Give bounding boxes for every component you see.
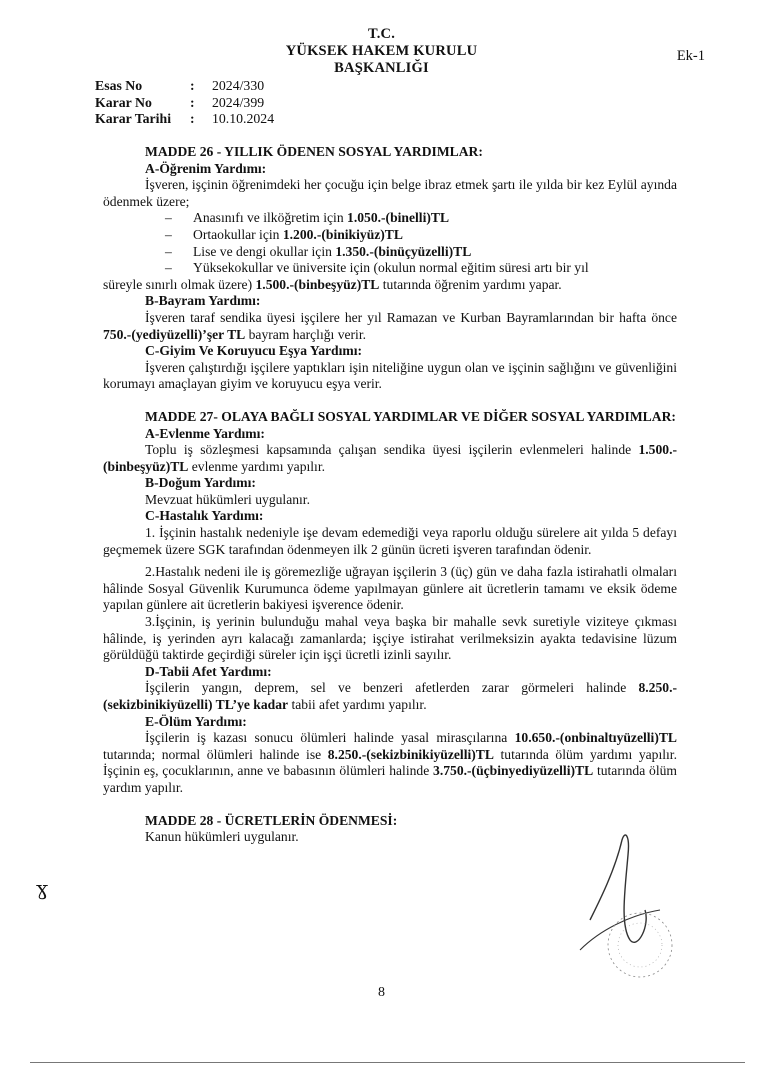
sickness-aid-p1: 1. İşçinin hastalık nedeniyle işe devam edemediği veya raporlu olduğu sürelere ait yılda 5 defayı geçmemek üzere SGK tarafından ödenmeyen ilk 2 günün ücreti işveren tarafından ödenir. bbox=[103, 525, 677, 557]
birth-aid-heading: B-Doğum Yardımı: bbox=[145, 475, 256, 491]
list-item bbox=[165, 244, 677, 261]
list-item bbox=[165, 210, 677, 227]
amount: 1.500.-(binbeşyüz)TL bbox=[255, 276, 380, 292]
amount: 1.350.-(binüçyüzelli)TL bbox=[335, 243, 472, 259]
sickness-aid-heading: C-Hastalık Yardımı: bbox=[145, 508, 264, 524]
amount: 750.-(yediyüzelli)’şer TL bbox=[103, 326, 246, 342]
dash-bullet: – bbox=[165, 243, 172, 259]
meta-colon: : bbox=[190, 78, 195, 93]
meta-value: 2024/399 bbox=[212, 94, 265, 110]
paragraph-text: Toplu iş sözleşmesi kapsamında çalışan sendika üyesi işçilerin evlenmeleri halinde bbox=[145, 442, 639, 458]
amount: 1.500.-(binbeşyüz)TL bbox=[103, 442, 677, 474]
education-aid-intro: İşveren, işçinin öğrenimdeki her çocuğu için belge ibraz etmek şartı ile yılda bir kez Eylül ayında ödenmek üzere; bbox=[103, 177, 677, 209]
paragraph-text: İşçilerin iş kazası sonucu ölümleri halinde yasal mirasçılarına bbox=[145, 730, 515, 746]
page-number: 8 bbox=[378, 985, 385, 1000]
meta-key: Karar Tarihi bbox=[95, 111, 172, 126]
meta-key: Karar No bbox=[95, 94, 152, 110]
birth-aid-text: Mevzuat hükümleri uygulanır. bbox=[145, 491, 310, 507]
amount: 8.250.-(sekizbinikiyüzelli)TL bbox=[327, 746, 494, 762]
holiday-aid-heading: B-Bayram Yardımı: bbox=[145, 293, 261, 309]
list-text: Yüksekokullar ve üniversite için (okulun normal eğitim süresi artı bir yıl bbox=[193, 260, 589, 276]
list-item-continuation bbox=[103, 277, 677, 294]
list-text: Ortaokullar için bbox=[193, 226, 283, 242]
paragraph-text: tabii afet yardımı yapılır. bbox=[288, 697, 427, 712]
header-presidency: BAŞKANLIĞI bbox=[334, 60, 429, 76]
initial-mark: ɣ bbox=[36, 876, 48, 900]
marriage-aid-text bbox=[103, 442, 677, 475]
decision-number-row bbox=[95, 95, 274, 112]
meta-key: Esas No bbox=[95, 78, 143, 93]
paragraph-text: tutarında; normal ölümleri halinde ise bbox=[103, 746, 328, 762]
annex-label: Ek-1 bbox=[676, 48, 705, 64]
paragraph-text: tutarında ölüm yardımı yapılır. İşçinin eş, çocuklarının, anne ve babasının ölümleri halinde bbox=[103, 746, 677, 779]
paragraph-text: evlenme yardımı yapılır. bbox=[188, 458, 326, 474]
death-aid-heading: E-Ölüm Yardımı: bbox=[145, 713, 247, 729]
article-27-title: MADDE 27- OLAYA BAĞLI SOSYAL YARDIMLAR VE DİĞER SOSYAL YARDIMLAR: bbox=[145, 408, 676, 424]
list-text: tutarında öğrenim yardımı yapar. bbox=[379, 276, 562, 292]
amount: 10.650.-(onbinaltıyüzelli)TL bbox=[514, 730, 677, 746]
list-item bbox=[165, 260, 677, 277]
header-institution: YÜKSEK HAKEM KURULU bbox=[285, 43, 478, 59]
death-aid-text bbox=[103, 730, 677, 796]
article-26-title: MADDE 26 - YILLIK ÖDENEN SOSYAL YARDIMLAR: bbox=[145, 144, 483, 159]
amount: 1.200.-(binikiyüz)TL bbox=[282, 226, 403, 242]
dash-bullet: – bbox=[165, 210, 172, 226]
case-info bbox=[95, 78, 274, 128]
decision-date-row bbox=[95, 111, 274, 128]
paragraph-text: İşveren taraf sendika üyesi işçilere her yıl Ramazan ve Kurban Bayramlarından bir hafta önce bbox=[145, 309, 677, 325]
clothing-aid-text: İşveren çalıştırdığı işçilere yaptıkları işin niteliğine uygun olan ve işçinin sağlığını ve güvenliğini korumayı amaçlayan giyim ve koruyucu eşya verir. bbox=[103, 359, 677, 392]
header-tc: T.C. bbox=[367, 26, 396, 42]
article-28-text: Kanun hükümleri uygulanır. bbox=[145, 829, 299, 845]
sickness-aid-p2: 2.Hastalık nedeni ile iş göremezliğe uğrayan işçilerin 3 (üç) gün ve daha fazla istirahatli olmaları hâlinde Sosyal Güvenlik Kurumunca ödeme yapılmayan günlere ait ücretlerin tamamı ve eksik ödeme yapılan günlere ait ücretlerin bakiyesi işverence ödenir. bbox=[103, 564, 677, 613]
list-text: Anasınıfı ve ilköğretim için bbox=[193, 210, 348, 226]
education-aid-heading: A-Öğrenim Yardımı: bbox=[145, 160, 267, 176]
amount: 1.050.-(binelli)TL bbox=[347, 210, 450, 226]
paragraph-text: bayram harçlığı verir. bbox=[245, 326, 367, 342]
paragraph-text: tutarında ölüm yardım yapılır. bbox=[103, 763, 677, 795]
meta-value: 10.10.2024 bbox=[212, 111, 275, 126]
meta-value: 2024/330 bbox=[212, 78, 265, 93]
case-number-row bbox=[95, 78, 274, 95]
meta-colon: : bbox=[190, 111, 195, 126]
holiday-aid-text bbox=[103, 310, 677, 343]
document-body bbox=[103, 144, 677, 846]
list-text: süreyle sınırlı olmak üzere) bbox=[103, 276, 256, 292]
amount: 8.250.-(sekizbinikiyüzelli) TL’ye kadar bbox=[103, 680, 677, 712]
signature-stamp-icon bbox=[570, 830, 690, 980]
marriage-aid-heading: A-Evlenme Yardımı: bbox=[145, 425, 265, 441]
dash-bullet: – bbox=[165, 260, 172, 276]
meta-colon: : bbox=[190, 94, 195, 110]
article-28-title: MADDE 28 - ÜCRETLERİN ÖDENMESİ: bbox=[145, 812, 398, 828]
amount: 3.750.-(üçbinyediyüzelli)TL bbox=[433, 763, 594, 779]
disaster-aid-text bbox=[103, 680, 677, 713]
footer-divider bbox=[30, 1062, 745, 1063]
list-item bbox=[165, 227, 677, 244]
list-text: Lise ve dengi okullar için bbox=[193, 243, 336, 259]
sickness-aid-p3: 3.İşçinin, iş yerinin bulunduğu mahal veya başka bir mahalle sevk suretiyle viziteye çıkması hâlinde, iş yerinden ayrı kalacağı zamanlarda; işçiye istirahat verilmeksizin ayakta tedavisine lüzum görüldüğü taktirde geçirdiği süreler için işçi ücretli izinli sayılır. bbox=[103, 614, 677, 663]
clothing-aid-heading: C-Giyim Ve Koruyucu Eşya Yardımı: bbox=[145, 343, 363, 359]
paragraph-text: İşçilerin yangın, deprem, sel ve benzeri afetlerden zarar görmeleri halinde bbox=[145, 680, 639, 696]
disaster-aid-heading: D-Tabii Afet Yardımı: bbox=[145, 663, 272, 679]
dash-bullet: – bbox=[165, 226, 172, 242]
